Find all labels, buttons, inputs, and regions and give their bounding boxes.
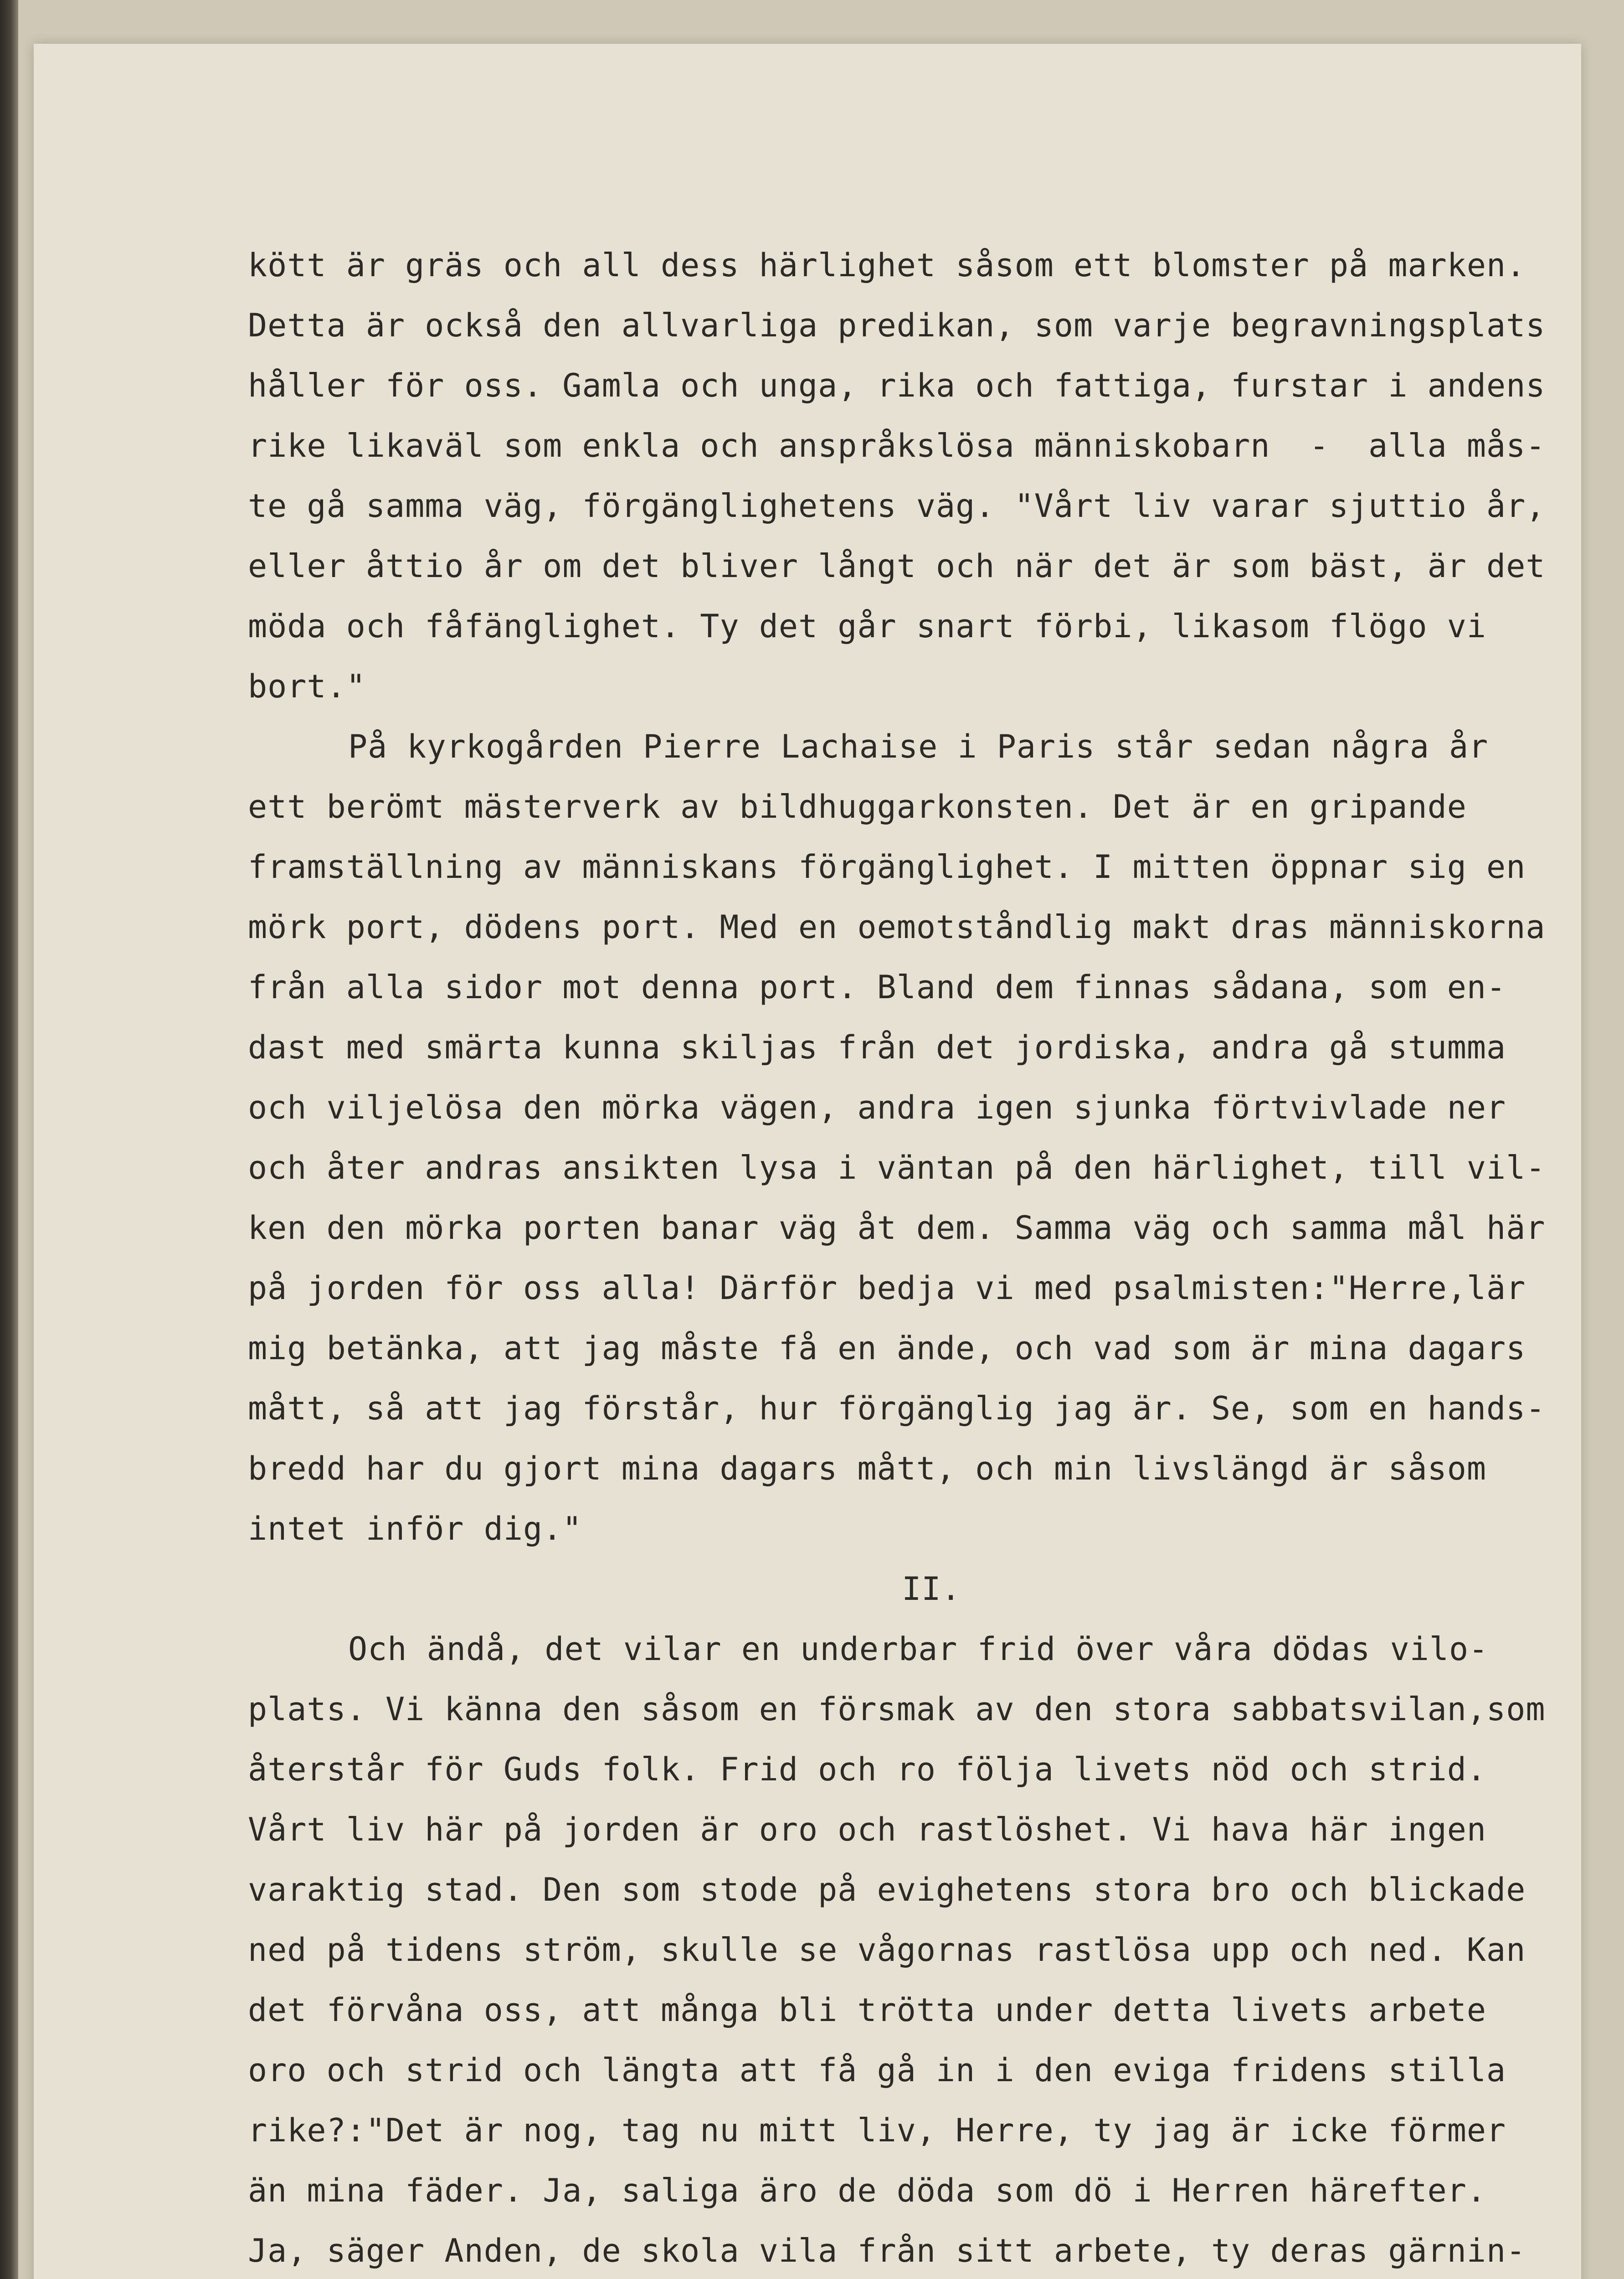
text-line: mörk port, dödens port. Med en oemotståndlig makt dras människorna (248, 908, 1546, 946)
text-line: dast med smärta kunna skiljas från det jordiska, andra gå stumma (248, 1029, 1506, 1066)
text-line: på jorden för oss alla! Därför bedja vi med psalmisten:"Herre,lär (248, 1269, 1526, 1307)
paragraph-3 (248, 1619, 1560, 2279)
page-text (248, 235, 1560, 2279)
text-line: Och ändå, det vilar en underbar frid över våra dödas vilo- (348, 1630, 1489, 1668)
text-line: Detta är också den allvarliga predikan, som varje begravningsplats (248, 307, 1546, 344)
text-line: återstår för Guds folk. Frid och ro följa livets nöd och strid. (248, 1751, 1487, 1788)
text-line: oro och strid och längta att få gå in i den eviga fridens stilla (248, 2052, 1506, 2089)
text-line: mått, så att jag förstår, hur förgänglig jag är. Se, som en hands- (248, 1390, 1546, 1427)
text-line: te gå samma väg, förgänglighetens väg. "Vårt liv varar sjuttio år, (248, 487, 1546, 525)
text-line: framställning av människans förgänglighet. I mitten öppnar sig en (248, 848, 1526, 886)
text-line: rike likaväl som enkla och anspråkslösa människobarn - alla mås- (248, 427, 1546, 464)
text-line: bredd har du gjort mina dagars mått, och min livslängd är såsom (248, 1450, 1487, 1487)
text-line: än mina fäder. Ja, saliga äro de döda som dö i Herren härefter. (248, 2172, 1487, 2209)
text-line: intet inför dig." (248, 1510, 582, 1547)
text-line: håller för oss. Gamla och unga, rika och fattiga, furstar i andens (248, 367, 1546, 404)
text-line: och åter andras ansikten lysa i väntan på den härlighet, till vil- (248, 1149, 1546, 1186)
paragraph-2 (248, 717, 1560, 1559)
text-line: rike?:"Det är nog, tag nu mitt liv, Herre, ty jag är icke förmer (248, 2112, 1506, 2149)
section-heading: II. (902, 1570, 961, 1608)
text-line: ned på tidens ström, skulle se vågornas rastlösa upp och ned. Kan (248, 1931, 1526, 1969)
text-line: På kyrkogården Pierre Lachaise i Paris står sedan några år (348, 728, 1489, 765)
text-line: varaktig stad. Den som stode på evighetens stora bro och blickade (248, 1871, 1526, 1908)
text-line: kött är gräs och all dess härlighet såsom ett blomster på marken. (248, 247, 1526, 284)
paragraph-1 (248, 235, 1560, 717)
text-line: från alla sidor mot denna port. Bland dem finnas sådana, som en- (248, 969, 1506, 1006)
text-line: plats. Vi känna den såsom en försmak av den stora sabbatsvilan,som (248, 1691, 1546, 1728)
text-line: och viljelösa den mörka vägen, andra igen sjunka förtvivlade ner (248, 1089, 1506, 1126)
text-line: ett berömt mästerverk av bildhuggarkonsten. Det är en gripande (248, 788, 1467, 825)
text-line: ken den mörka porten banar väg åt dem. Samma väg och samma mål här (248, 1209, 1546, 1247)
text-line: Ja, säger Anden, de skola vila från sitt arbete, ty deras gärnin- (248, 2232, 1526, 2269)
text-line: möda och fåfänglighet. Ty det går snart förbi, likasom flögo vi (248, 608, 1487, 645)
typewritten-page (34, 44, 1581, 2279)
text-line: Vårt liv här på jorden är oro och rastlöshet. Vi hava här ingen (248, 1811, 1487, 1848)
text-line: det förvåna oss, att många bli trötta under detta livets arbete (248, 1991, 1487, 2029)
text-line: eller åttio år om det bliver långt och när det är som bäst, är det (248, 547, 1546, 585)
text-line: bort." (248, 668, 366, 705)
text-line: mig betänka, att jag måste få en ände, och vad som är mina dagars (248, 1330, 1526, 1367)
